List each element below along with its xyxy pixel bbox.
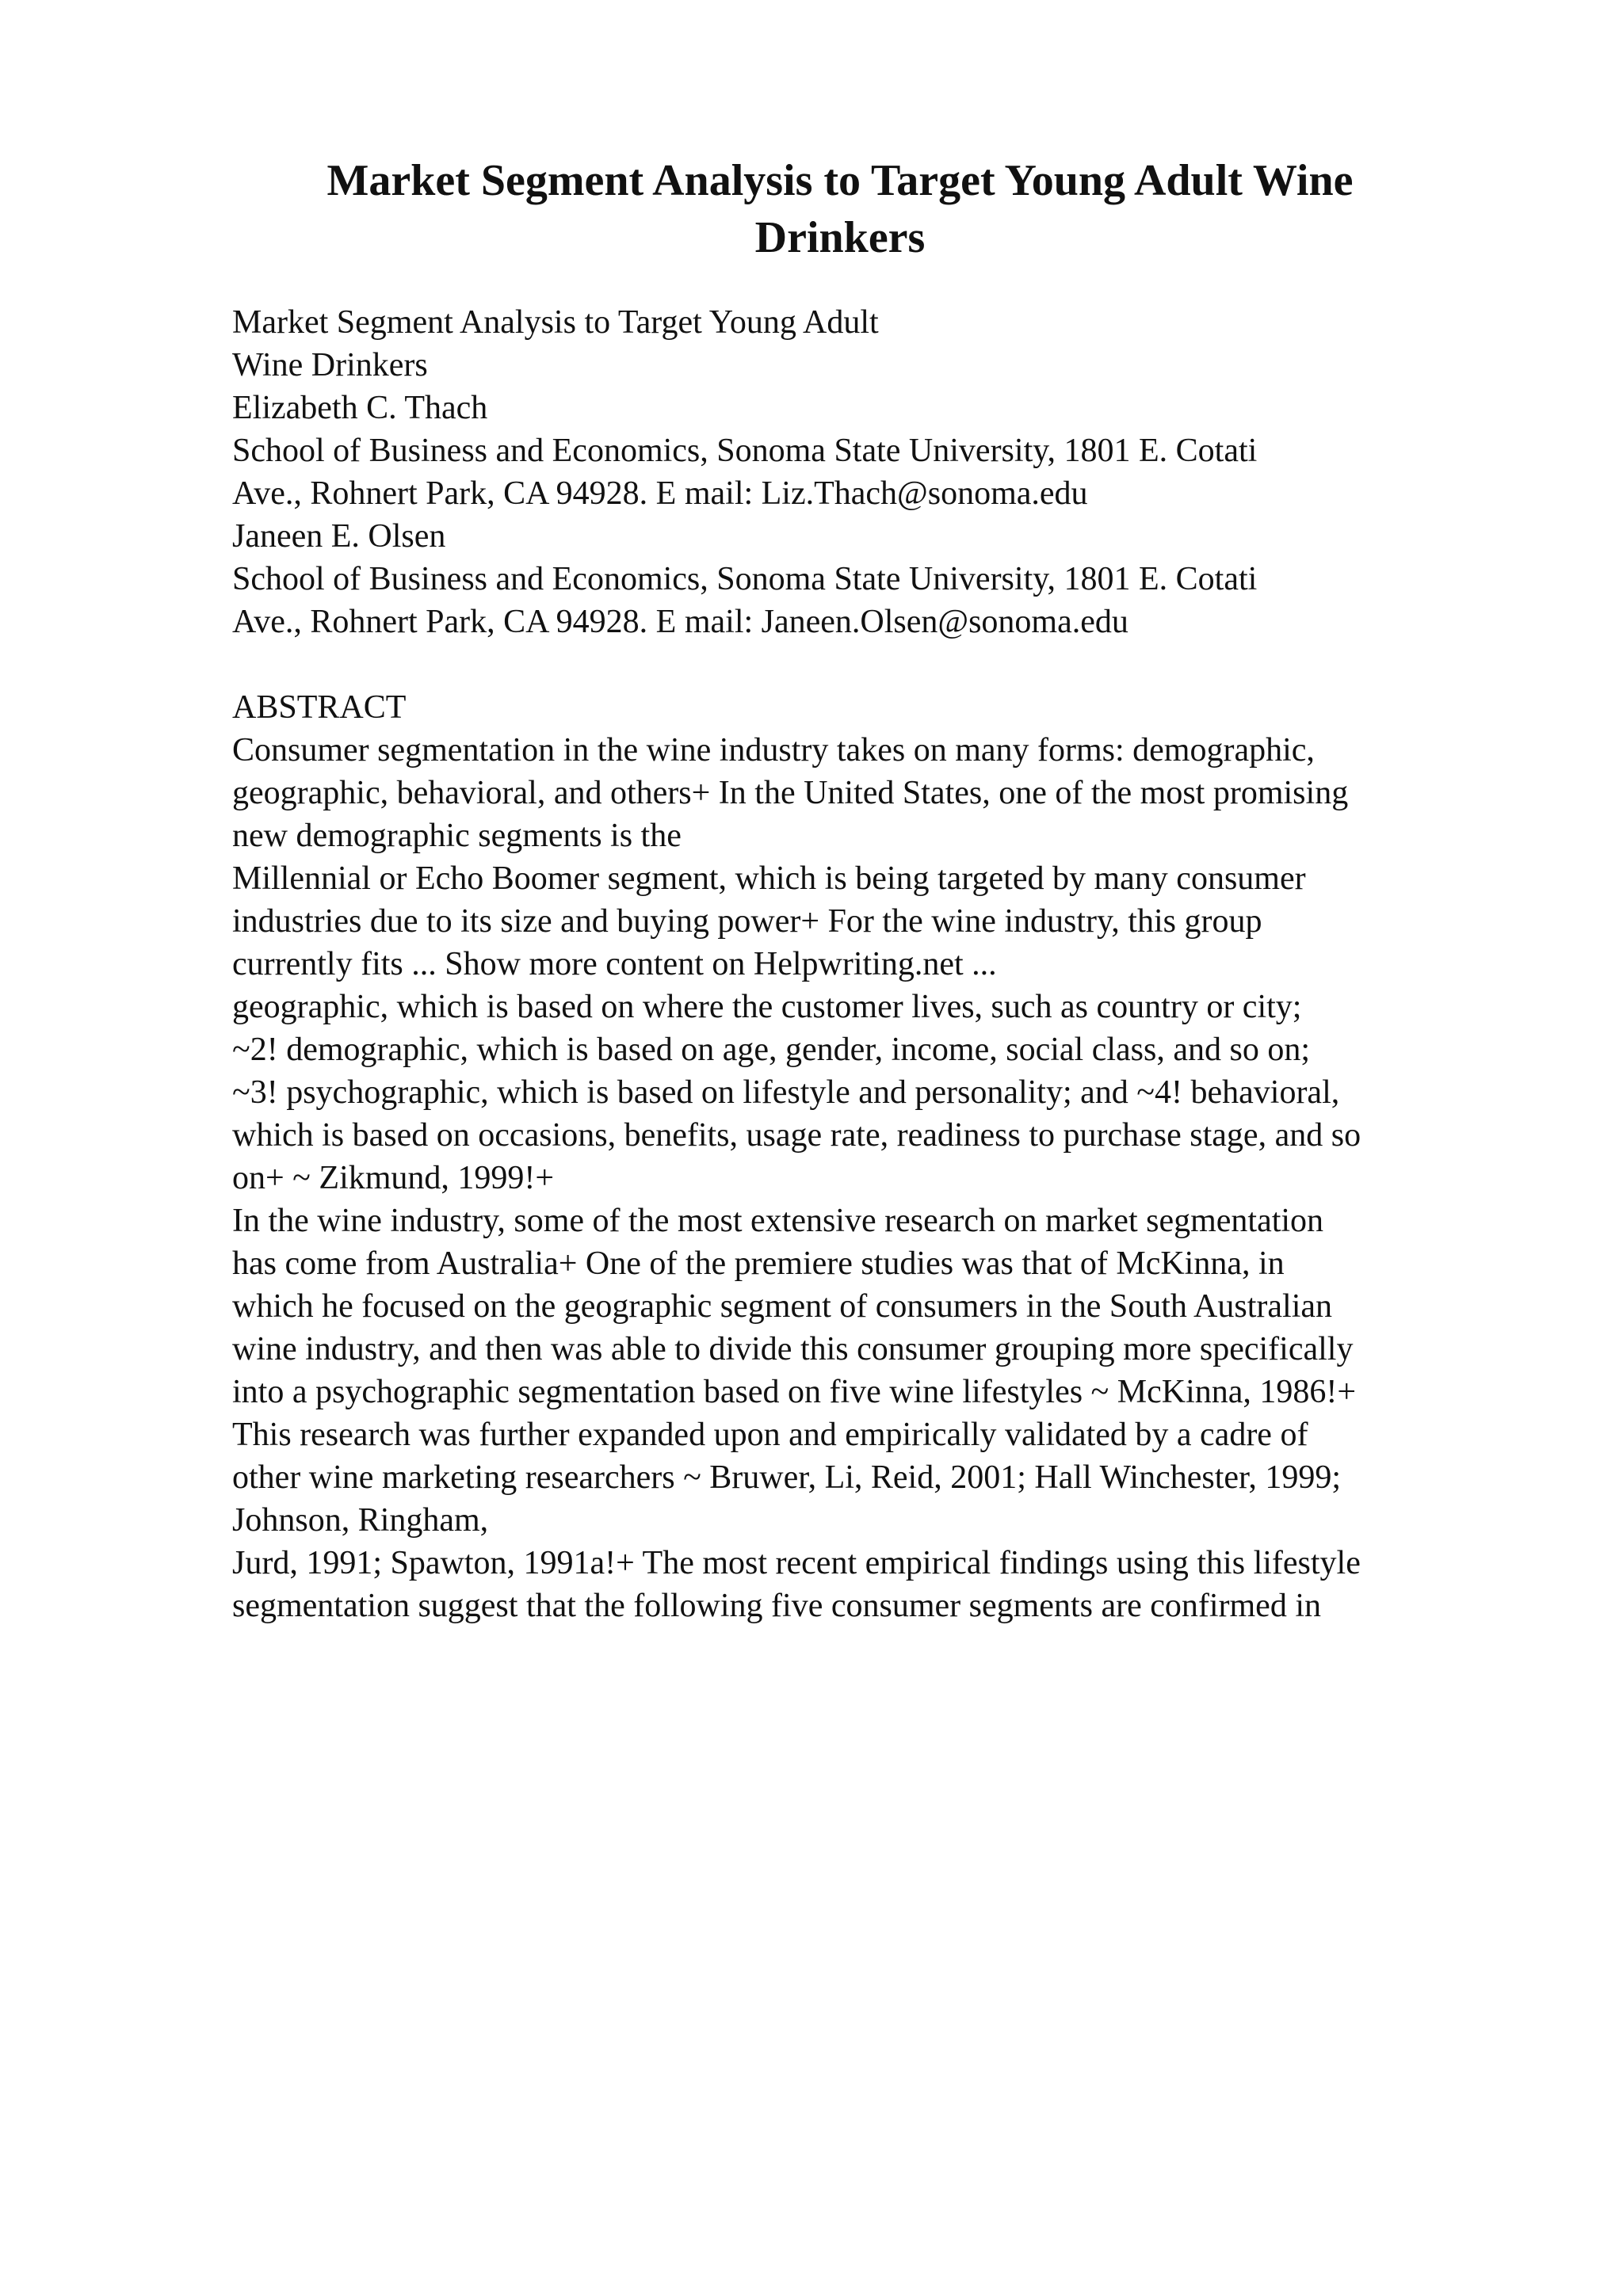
body-line: segmentation suggest that the following five consumer segments are confirmed in	[232, 1588, 1321, 1624]
author-name: Elizabeth C. Thach	[232, 390, 488, 426]
body-line: geographic, behavioral, and others+ In the United States, one of the most promising	[232, 775, 1349, 811]
body-line: into a psychographic segmentation based on five wine lifestyles ~ McKinna, 1986!+	[232, 1374, 1357, 1410]
author-affiliation: School of Business and Economics, Sonoma State University, 1801 E. Cotati	[232, 561, 1258, 597]
title-line: Market Segment Analysis to Target Young Adult Wine	[327, 156, 1354, 205]
section-gap	[232, 643, 1516, 686]
abstract-heading: ABSTRACT	[232, 689, 407, 726]
body-line: Millennial or Echo Boomer segment, which is being targeted by many consumer	[232, 860, 1306, 897]
body-line: which is based on occasions, benefits, usage rate, readiness to purchase stage, and so	[232, 1117, 1361, 1154]
body-line: ~3! psychographic, which is based on lifestyle and personality; and ~4! behavioral,	[232, 1074, 1340, 1111]
header-line: Market Segment Analysis to Target Young Adult	[232, 304, 879, 341]
author-info	[232, 301, 1516, 643]
body-line: new demographic segments is the	[232, 818, 682, 854]
body-line: wine industry, and then was able to divide this consumer grouping more specifically	[232, 1331, 1354, 1367]
body-line: currently fits ... Show more content on Helpwriting.net ...	[232, 946, 997, 982]
author-affiliation: Ave., Rohnert Park, CA 94928. E mail: Janeen.Olsen@sonoma.edu	[232, 604, 1128, 640]
body-line: Johnson, Ringham,	[232, 1502, 489, 1539]
body-line: In the wine industry, some of the most extensive research on market segmentation	[232, 1203, 1324, 1239]
body-line: Jurd, 1991; Spawton, 1991a!+ The most recent empirical findings using this lifestyle	[232, 1545, 1361, 1581]
title-line: Drinkers	[754, 213, 926, 262]
author-affiliation: Ave., Rohnert Park, CA 94928. E mail: Liz.Thach@sonoma.edu	[232, 475, 1088, 512]
body-line: which he focused on the geographic segment of consumers in the South Australian	[232, 1288, 1333, 1325]
abstract-text	[232, 729, 1516, 1627]
body-line: Consumer segmentation in the wine industry takes on many forms: demographic,	[232, 732, 1315, 769]
author-name: Janeen E. Olsen	[232, 518, 446, 555]
body-line: ~2! demographic, which is based on age, gender, income, social class, and so on;	[232, 1032, 1310, 1068]
author-affiliation: School of Business and Economics, Sonoma State University, 1801 E. Cotati	[232, 433, 1258, 469]
header-line: Wine Drinkers	[232, 347, 428, 383]
document-body	[232, 301, 1516, 1627]
body-line: other wine marketing researchers ~ Bruwer, Li, Reid, 2001; Hall Winchester, 1999;	[232, 1459, 1341, 1496]
document-title	[230, 152, 1450, 266]
body-line: on+ ~ Zikmund, 1999!+	[232, 1160, 555, 1196]
body-line: This research was further expanded upon and empirically validated by a cadre of	[232, 1417, 1308, 1453]
body-line: geographic, which is based on where the customer lives, such as country or city;	[232, 989, 1302, 1025]
body-line: industries due to its size and buying power+ For the wine industry, this group	[232, 903, 1262, 940]
body-line: has come from Australia+ One of the premiere studies was that of McKinna, in	[232, 1245, 1285, 1282]
